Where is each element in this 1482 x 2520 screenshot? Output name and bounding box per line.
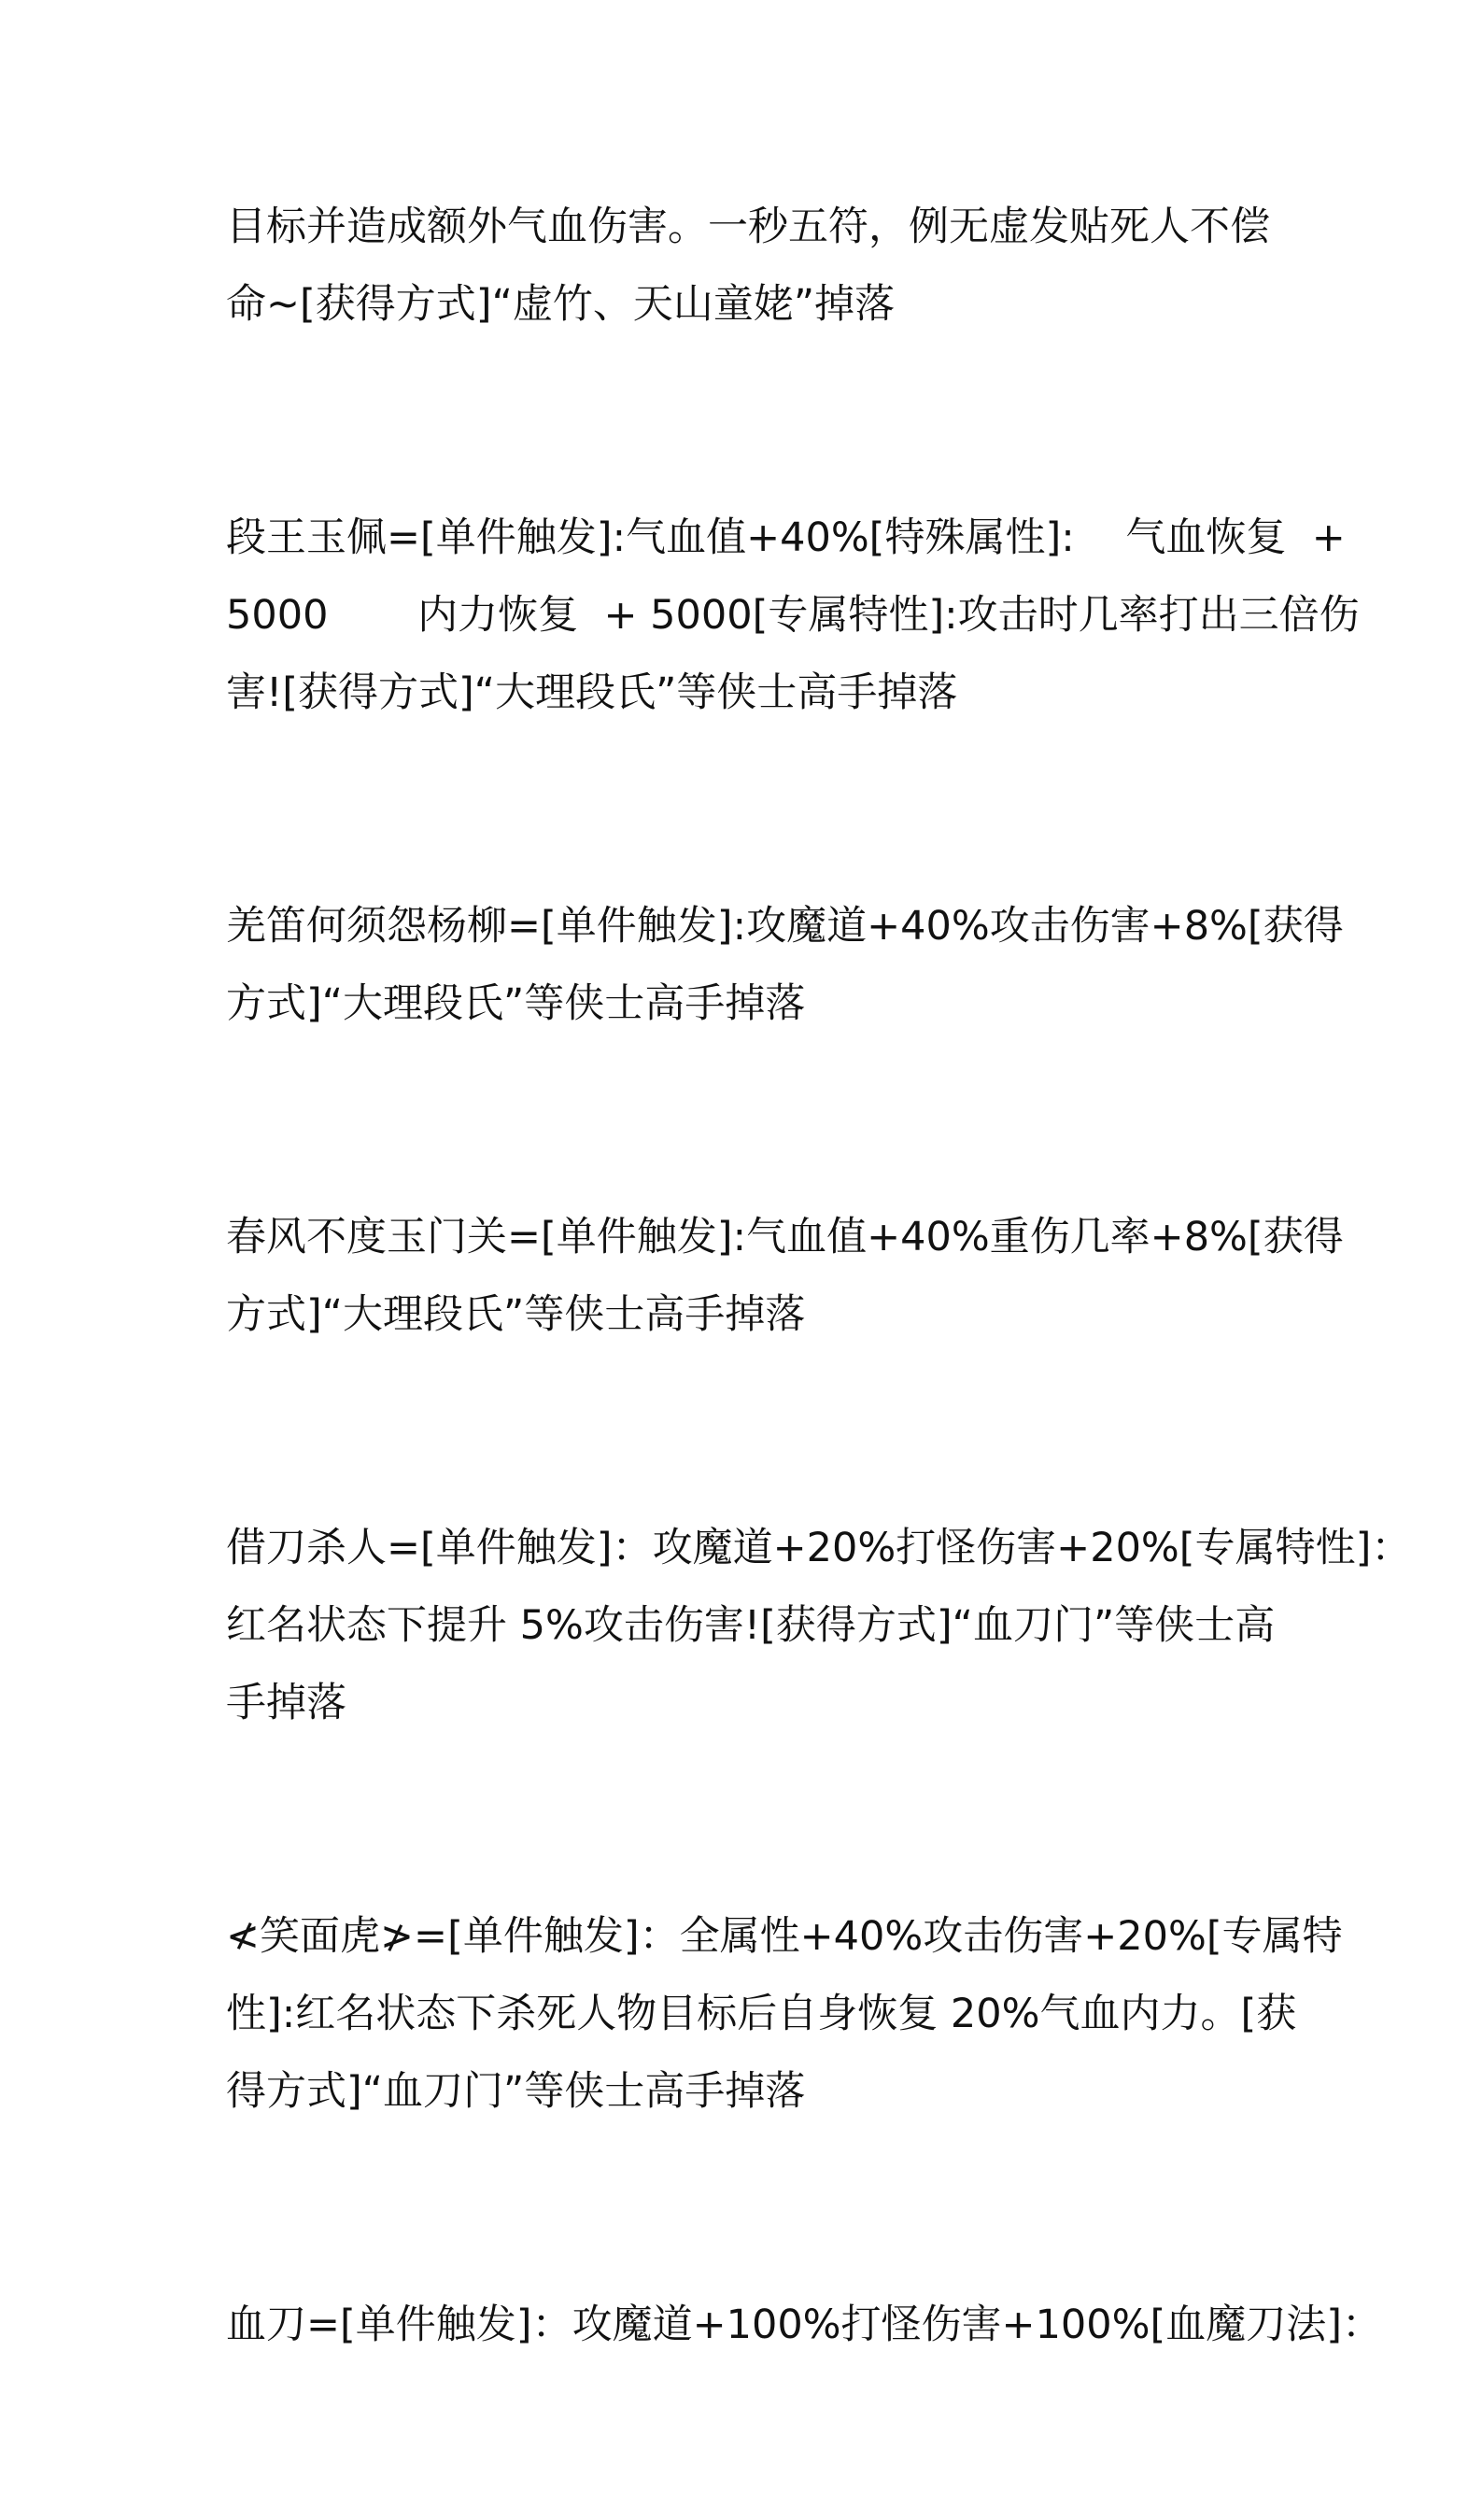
- text-line: 春风不度玉门关=[单件触发]:气血值+40%重伤几率+8%[获得: [226, 1214, 1344, 1260]
- paragraph-1: [226, 189, 1272, 344]
- text-line: 方式]“大理段氏”等侠士高手掉落: [226, 1291, 806, 1338]
- text-line: 方式]“大理段氏”等侠士高手掉落: [226, 980, 806, 1027]
- text-line: 红名状态下提升 5%攻击伤害![获得方式]“血刀门”等侠士高: [226, 1602, 1276, 1649]
- text-line: ≮笑面虎≯=[单件触发]：全属性+40%攻击伤害+20%[专属特: [226, 1913, 1343, 1960]
- paragraph-5: [226, 1510, 1412, 1742]
- paragraph-4: [226, 1199, 1344, 1354]
- paragraph-3: [226, 888, 1344, 1043]
- text-line: 命~[获得方式]“虚竹、天山童姥”掉落: [226, 281, 896, 328]
- text-line: 性]:红名状态下杀死人物目标后自身恢复 20%气血内力。[获: [226, 1991, 1297, 2037]
- text-line: 借刀杀人=[单件触发]：攻魔道+20%打怪伤害+20%[专属特性]：: [226, 1525, 1412, 1571]
- text-line: 目标并造成额外气血伤害。一秒五符，例无虚发贴死人不偿: [226, 204, 1270, 250]
- paragraph-7: [226, 2287, 1383, 2364]
- text-line: 5000 内力恢复 + 5000[专属特性]:攻击时几率打出三倍伤: [226, 592, 1360, 639]
- text-line: 段王玉佩=[单件触发]:气血值+40%[特殊属性]: 气血恢复 +: [226, 514, 1346, 561]
- text-line: 羌笛何须怨杨柳=[单件触发]:攻魔道+40%攻击伤害+8%[获得: [226, 903, 1344, 950]
- document-body: [226, 189, 1412, 2520]
- text-line: 血刀=[单件触发]：攻魔道+100%打怪伤害+100%[血魔刀法]：: [226, 2302, 1383, 2348]
- text-line: 手掉落: [226, 1680, 346, 1726]
- paragraph-2: [226, 500, 1360, 732]
- text-line: 得方式]“血刀门”等侠士高手掉落: [226, 2068, 806, 2115]
- text-line: 害![获得方式]“大理段氏”等侠士高手掉落: [226, 669, 958, 716]
